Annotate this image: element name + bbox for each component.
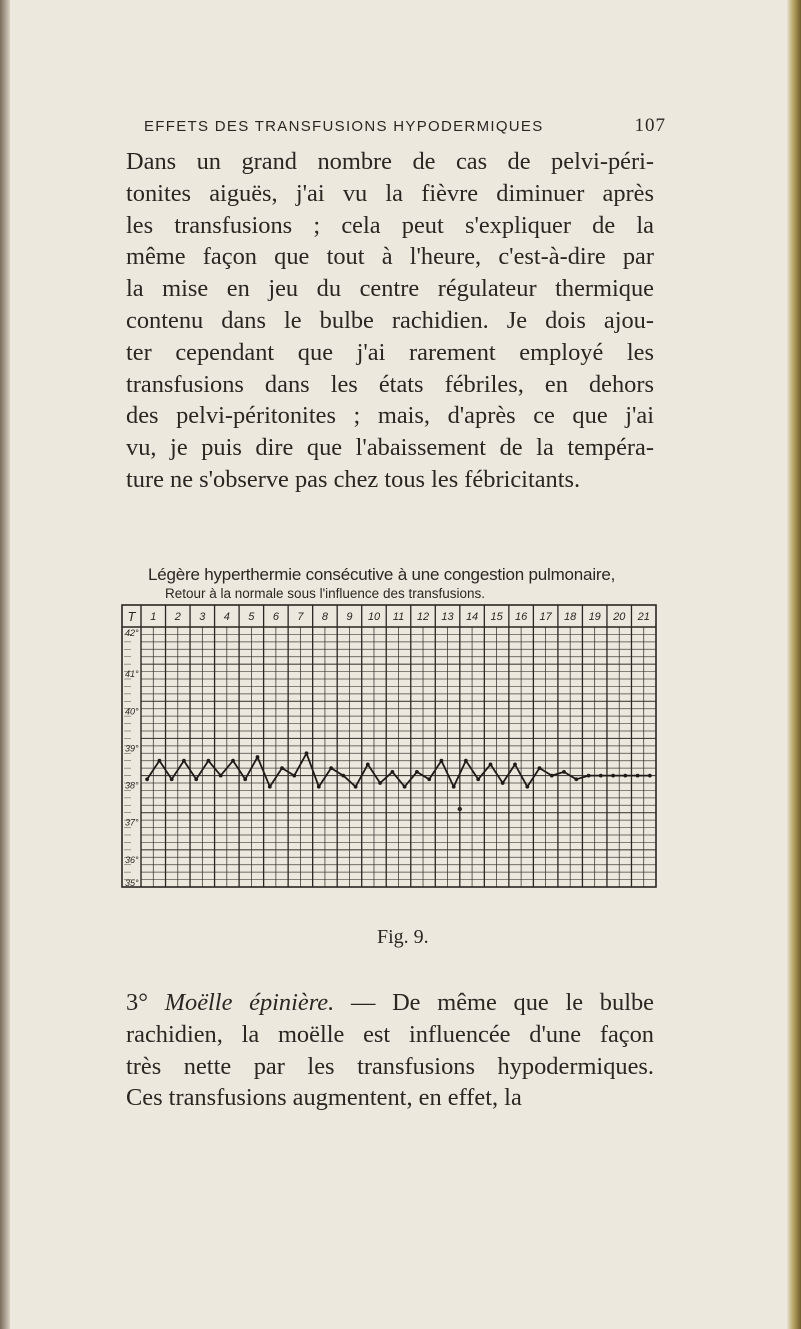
temperature-point (489, 763, 493, 767)
day-tick-label: 15 (490, 611, 503, 623)
text-line: très nette par les transfusions hypodermiques. (126, 1052, 654, 1080)
temperature-point (219, 774, 223, 778)
day-tick-label: 7 (297, 611, 304, 623)
temperature-point (391, 770, 395, 774)
day-tick-label: 21 (637, 611, 650, 623)
day-tick-label: 14 (465, 611, 479, 623)
stray-point (458, 807, 462, 811)
day-tick-label: 1 (150, 611, 157, 623)
page-edge-right (787, 0, 801, 1329)
temperature-point (636, 774, 640, 778)
paragraph-1 (126, 146, 654, 496)
temperature-chart-svg (118, 601, 660, 891)
day-tick-label: 5 (248, 611, 255, 623)
day-tick-label: 9 (346, 611, 353, 623)
day-tick-label: 8 (321, 611, 328, 623)
text-fragment: — De même que le bulbe (334, 989, 654, 1016)
text-line: Ces transfusions augmentent, en effet, la (126, 1084, 522, 1112)
temperature-point (538, 766, 542, 770)
day-tick-label: 19 (588, 611, 601, 623)
text-line: les transfusions ; cela peut s'expliquer de la (126, 211, 654, 239)
temperature-point (207, 759, 211, 763)
temperature-point (317, 785, 321, 789)
day-tick-label: 11 (392, 611, 405, 623)
temperature-point (158, 759, 162, 763)
temperature-point (452, 785, 456, 789)
temperature-point (182, 759, 186, 763)
figure-subtitle: Retour à la normale sous l'influence des transfusions. (165, 586, 485, 601)
text-line: transfusions dans les états fébriles, en dehors (126, 370, 654, 398)
page-edge-left (0, 0, 10, 1329)
text-line: ture ne s'observe pas chez tous les fébricitants. (126, 465, 581, 493)
y-tick-label: 42° (125, 628, 139, 638)
y-tick-label: 37° (125, 817, 139, 828)
temperature-point (378, 781, 382, 785)
y-tick-label: 39° (125, 743, 139, 754)
section-heading: Moëlle épinière. (164, 989, 335, 1016)
day-tick-label: 16 (514, 611, 528, 623)
day-tick-label: 2 (174, 611, 181, 623)
temperature-point (354, 785, 358, 789)
temperature-point (305, 751, 309, 755)
temperature-point (599, 774, 603, 778)
figure-caption: Fig. 9. (377, 926, 429, 948)
temperature-point (464, 759, 468, 763)
day-tick-label: 10 (367, 611, 381, 623)
temperature-point (440, 759, 444, 763)
text-line: même façon que tout à l'heure, c'est-à-dire par (126, 243, 654, 271)
y-tick-label: 41° (125, 669, 139, 680)
day-tick-label: 13 (441, 611, 454, 623)
section-number: 3° (126, 989, 148, 1016)
text-line: ter cependant que j'ai rarement employé les (126, 338, 654, 366)
day-tick-label: 4 (223, 611, 230, 623)
text-line: tonites aiguës, j'ai vu la fièvre diminuer après (126, 179, 654, 207)
temperature-point (587, 774, 591, 778)
text-line: la mise en jeu du centre régulateur thermique (126, 275, 654, 303)
text-line (126, 987, 654, 1019)
text-line: contenu dans le bulbe rachidien. Je dois ajou- (126, 306, 654, 334)
text-line: des pelvi-péritonites ; mais, d'après ce que j'ai (126, 402, 654, 430)
running-title: EFFETS DES TRANSFUSIONS HYPODERMIQUES (144, 118, 544, 135)
temperature-point (648, 774, 652, 778)
temperature-point (194, 777, 198, 781)
temperature-point (415, 770, 419, 774)
temperature-point (231, 759, 235, 763)
y-tick-label: 36° (125, 854, 139, 865)
temperature-point (550, 774, 554, 778)
temperature-point (513, 763, 517, 767)
temperature-point (341, 774, 345, 778)
temperature-point (574, 777, 578, 781)
y-tick-label: 35° (125, 878, 139, 888)
temperature-point (329, 766, 333, 770)
day-tick-label: 12 (416, 611, 430, 623)
temperature-chart (118, 601, 660, 891)
day-tick-label: 17 (539, 611, 552, 623)
temperature-point (280, 766, 284, 770)
temperature-point (611, 774, 615, 778)
temperature-point (243, 777, 247, 781)
paragraph-2 (126, 987, 654, 1114)
temperature-point (403, 785, 407, 789)
day-tick-label: 18 (564, 611, 577, 623)
temperature-point (366, 763, 370, 767)
figure-title: Légère hyperthermie consécutive à une congestion pulmonaire, (148, 565, 616, 584)
temperature-point (476, 777, 480, 781)
text-line: vu, je puis dire que l'abaissement de la tempéra- (126, 434, 654, 462)
temperature-point (623, 774, 627, 778)
temperature-point (501, 781, 505, 785)
day-tick-label: 20 (613, 611, 626, 623)
page-number: 107 (634, 115, 666, 136)
temperature-point (268, 785, 272, 789)
corner-label: T (127, 609, 136, 624)
y-tick-label: 38° (125, 780, 139, 791)
temperature-point (145, 777, 149, 781)
text-line: Dans un grand nombre de cas de pelvi-péri- (126, 148, 654, 175)
temperature-point (427, 777, 431, 781)
temperature-point (292, 774, 296, 778)
temperature-point (170, 777, 174, 781)
text-line: rachidien, la moëlle est influencée d'une façon (126, 1020, 654, 1048)
temperature-point (562, 770, 566, 774)
y-tick-label: 40° (125, 706, 139, 717)
day-tick-label: 3 (199, 611, 206, 623)
day-tick-label: 6 (272, 611, 279, 623)
temperature-point (525, 785, 529, 789)
temperature-point (256, 755, 260, 759)
